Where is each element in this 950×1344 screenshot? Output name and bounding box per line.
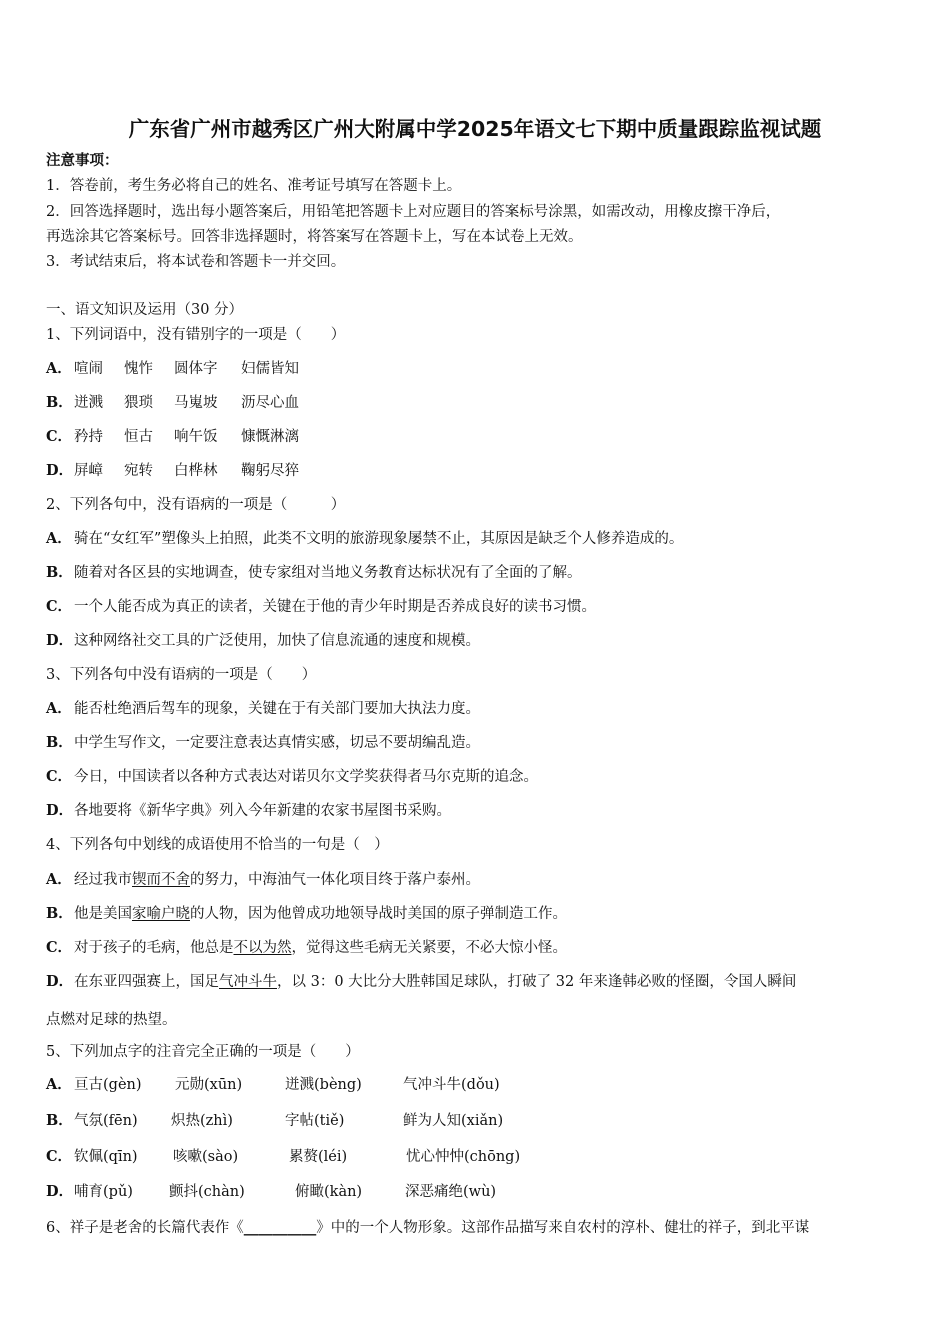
option-label: D． xyxy=(46,1183,74,1200)
q4-option-d xyxy=(46,972,796,992)
question-5-stem: 5、下列加点字的注音完全正确的一项是（ ） xyxy=(46,1044,360,1060)
q3-option-c xyxy=(46,767,538,787)
option-word: 愧怍 xyxy=(124,361,153,377)
q3-option-b xyxy=(46,733,480,753)
q5-option-a xyxy=(46,1075,500,1095)
q1-option-c xyxy=(46,427,299,447)
option-label: A． xyxy=(46,360,72,377)
option-word: 马嵬坡 xyxy=(174,395,218,411)
option-word: 颤抖(chàn) xyxy=(169,1184,245,1200)
underlined-idiom: 不以为然 xyxy=(233,940,292,956)
option-label: D． xyxy=(46,802,74,819)
question-2-stem: 2、下列各句中，没有语病的一项是（ ） xyxy=(46,497,346,513)
option-label: B． xyxy=(46,734,73,751)
q1-option-d xyxy=(46,461,299,481)
option-word: 妇儒皆知 xyxy=(241,361,299,377)
option-text: 他是美国 xyxy=(74,906,132,922)
option-label: B． xyxy=(46,1112,73,1129)
option-word: 深恶痛绝(wù) xyxy=(405,1184,497,1200)
page-title: 广东省广州市越秀区广州大附属中学2025年语文七下期中质量跟踪监视试题 xyxy=(128,117,822,141)
question-3-stem: 3、下列各句中没有语病的一项是（ ） xyxy=(46,667,317,683)
option-text: ，以 3：0 大比分大胜韩国足球队，打破了 32 年来逢韩必败的怪圈，令国人瞬间 xyxy=(277,974,797,990)
q4-option-c xyxy=(46,938,567,958)
option-word: 累赘(léi) xyxy=(289,1149,348,1165)
option-word: 元勋(xūn) xyxy=(175,1077,243,1093)
option-word: 屏嶂 xyxy=(74,463,103,479)
notice-heading: 注意事项： xyxy=(46,152,119,169)
option-label: C． xyxy=(46,598,73,615)
option-word: 恒古 xyxy=(124,429,153,445)
q2-option-d xyxy=(46,631,480,651)
option-word: 宛转 xyxy=(124,463,153,479)
option-text: 骑在“女红军”塑像头上拍照，此类不文明的旅游现象屡禁不止，其原因是缺乏个人修养造成的。 xyxy=(74,531,684,547)
q2-option-b xyxy=(46,563,582,583)
option-text: 随着对各区县的实地调查，使专家组对当地义务教育达标状况有了全面的了解。 xyxy=(74,565,582,581)
option-word: 慷慨淋漓 xyxy=(241,429,299,445)
option-text: 各地要将《新华字典》列入今年新建的农家书屋图书采购。 xyxy=(74,803,451,819)
option-word: 迸溅 xyxy=(74,395,103,411)
question-4-stem: 4、下列各句中划线的成语使用不恰当的一句是（ ） xyxy=(46,837,389,853)
underlined-idiom: 家喻户晓 xyxy=(132,906,190,922)
q2-option-a xyxy=(46,529,683,549)
notice-item: 1．答卷前，考生务必将自己的姓名、准考证号填写在答题卡上。 xyxy=(46,178,462,194)
option-word: 俯瞰(kàn) xyxy=(295,1184,363,1200)
option-label: B． xyxy=(46,905,73,922)
option-text: 的人物，因为他曾成功地领导战时美国的原子弹制造工作。 xyxy=(190,906,567,922)
section-heading: 一、语文知识及运用（30 分） xyxy=(46,302,244,318)
option-label: C． xyxy=(46,768,73,785)
question-text: 》中的一个人物形象。这部作品描写来自农村的淳朴、健壮的祥子，到北平谋 xyxy=(316,1220,810,1236)
q4-option-b xyxy=(46,904,567,924)
option-word: 亘古(gèn) xyxy=(74,1077,142,1093)
option-label: D． xyxy=(46,462,74,479)
option-word: 白桦林 xyxy=(174,463,218,479)
option-label: C． xyxy=(46,1148,73,1165)
option-text: 这种网络社交工具的广泛使用，加快了信息流通的速度和规模。 xyxy=(74,633,480,649)
option-word: 气氛(fēn) xyxy=(74,1113,138,1129)
q4-option-d-continued: 点燃对足球的热望。 xyxy=(46,1012,177,1028)
q2-option-c xyxy=(46,597,596,617)
option-text: ，觉得这些毛病无关紧要，不必大惊小怪。 xyxy=(291,940,567,956)
option-word: 圆体字 xyxy=(174,361,218,377)
option-label: D． xyxy=(46,632,74,649)
option-label: B． xyxy=(46,394,73,411)
q1-option-a xyxy=(46,359,299,379)
option-word: 炽热(zhì) xyxy=(171,1113,233,1129)
q4-option-a xyxy=(46,870,480,890)
option-word: 忧心忡忡(chōng) xyxy=(406,1149,521,1165)
q3-option-a xyxy=(46,699,480,719)
option-word: 喧闹 xyxy=(74,361,103,377)
option-word: 哺育(pǔ) xyxy=(74,1184,133,1200)
q5-option-b xyxy=(46,1111,503,1131)
option-text: 一个人能否成为真正的读者，关键在于他的青少年时期是否养成良好的读书习惯。 xyxy=(74,599,596,615)
q1-option-b xyxy=(46,393,299,413)
option-word: 响午饭 xyxy=(174,429,218,445)
option-word: 鲜为人知(xiǎn) xyxy=(403,1113,504,1129)
question-6-stem xyxy=(46,1218,809,1238)
underlined-idiom: 锲而不舍 xyxy=(132,872,190,888)
q5-option-c xyxy=(46,1147,520,1167)
option-word: 咳嗽(sào) xyxy=(173,1149,239,1165)
option-word: 迸溅(bèng) xyxy=(285,1077,362,1093)
option-text: 对于孩子的毛病，他总是 xyxy=(74,940,234,956)
option-word: 气冲斗牛(dǒu) xyxy=(403,1077,500,1093)
option-label: A． xyxy=(46,1076,72,1093)
option-text: 中学生写作文，一定要注意表达真情实感，切忌不要胡编乱造。 xyxy=(74,735,480,751)
option-label: A． xyxy=(46,871,72,888)
option-word: 沥尽心血 xyxy=(241,395,299,411)
option-label: A． xyxy=(46,530,72,547)
notice-item: 3．考试结束后，将本试卷和答题卡一并交回。 xyxy=(46,254,346,270)
option-word: 鞠躬尽猝 xyxy=(241,463,299,479)
notice-item: 再选涂其它答案标号。回答非选择题时，将答案写在答题卡上，写在本试卷上无效。 xyxy=(46,229,583,245)
fill-in-blank: __________ xyxy=(243,1219,317,1236)
notice-item: 2．回答选择题时，选出每小题答案后，用铅笔把答题卡上对应题目的答案标号涂黑，如需改动，用橡皮擦干净后， xyxy=(46,204,781,220)
question-text: 6、祥子是老舍的长篇代表作《 xyxy=(46,1220,244,1236)
option-word: 钦佩(qīn) xyxy=(74,1149,138,1165)
q5-option-d xyxy=(46,1182,496,1202)
option-label: C． xyxy=(46,939,73,956)
question-1-stem: 1、下列词语中，没有错别字的一项是（ ） xyxy=(46,327,346,343)
option-text: 今日，中国读者以各种方式表达对诺贝尔文学奖获得者马尔克斯的追念。 xyxy=(74,769,538,785)
option-label: C． xyxy=(46,428,73,445)
option-label: A． xyxy=(46,700,72,717)
option-text: 能否杜绝酒后驾车的现象，关键在于有关部门要加大执法力度。 xyxy=(74,701,480,717)
option-text: 的努力，中海油气一体化项目终于落户泰州。 xyxy=(190,872,480,888)
underlined-idiom: 气冲斗牛 xyxy=(219,974,277,990)
q3-option-d xyxy=(46,801,451,821)
option-word: 矜持 xyxy=(74,429,103,445)
option-label: D． xyxy=(46,973,74,990)
option-label: B． xyxy=(46,564,73,581)
option-word: 字帖(tiě) xyxy=(285,1113,345,1129)
option-word: 猥琐 xyxy=(124,395,153,411)
option-text: 经过我市 xyxy=(74,872,132,888)
option-text: 在东亚四强赛上，国足 xyxy=(74,974,219,990)
